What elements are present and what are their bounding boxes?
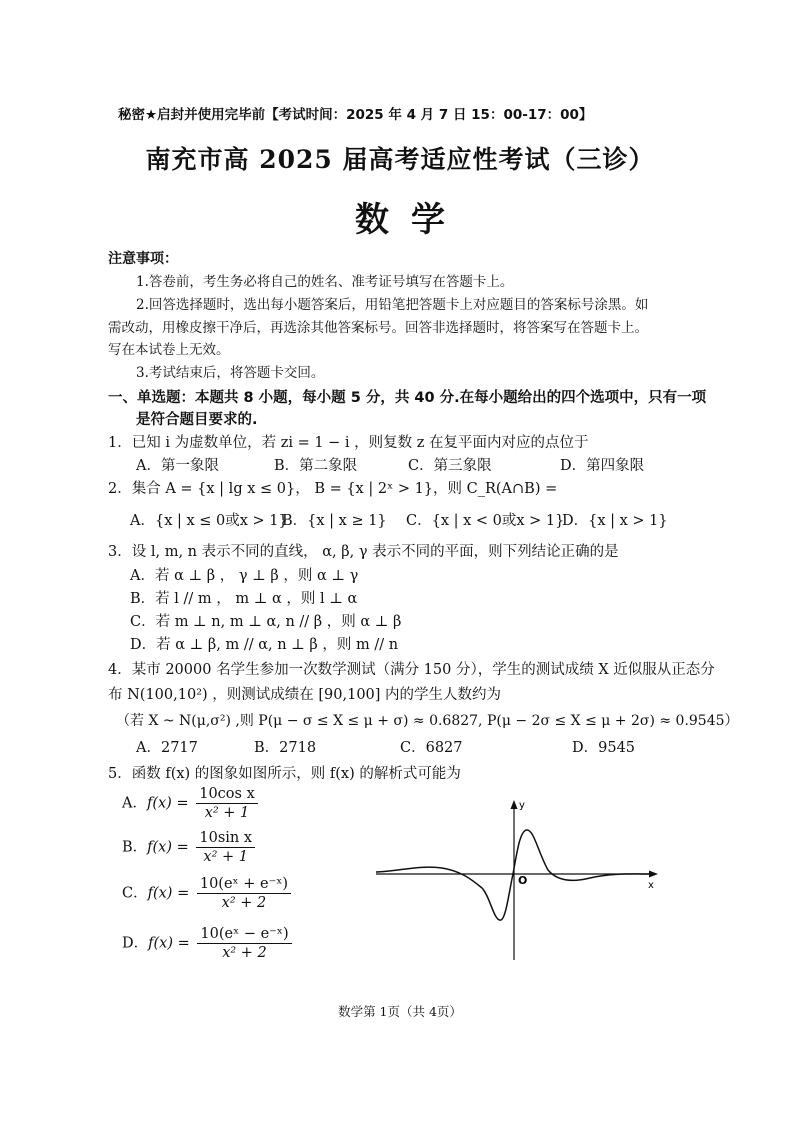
secret-notice: 秘密★启封并使用完毕前【考试时间：2025 年 4 月 7 日 15：00-17：00】 (118, 107, 593, 123)
q2-stem: 2．集合 A = {x | lg x ≤ 0}， B = {x | 2ˣ > 1}，则 C_R(A∩B) = (108, 481, 558, 497)
q3-stem: 3．设 l, m, n 表示不同的直线， α, β, γ 表示不同的平面，则下列结论正确的是 (108, 544, 619, 560)
q5-option-a: A．f(x) = $\frac{\text{10cos x}}{\text{x² + 1}}$ (122, 786, 258, 821)
q5-option-d: D．f(x) = $\frac{\text{10(eˣ − e⁻ˣ)}}{\text{x² + 2}}$ (122, 926, 292, 961)
numerator: 10cos x (196, 786, 258, 804)
numerator: 10sin x (196, 830, 255, 848)
q1-option-c: C．第三象限 (408, 458, 492, 474)
note-item: 1.答卷前，考生务必将自己的姓名、准考证号填写在答题卡上。 (136, 274, 514, 290)
y-axis-label: y (519, 800, 525, 811)
denominator: x² + 1 (203, 849, 249, 865)
q1-stem: 1．已知 i 为虚数单位，若 zi = 1 − i ，则复数 z 在复平面内对应的点位于 (108, 435, 589, 451)
origin-label: O (518, 874, 528, 887)
denominator: x² + 2 (222, 945, 267, 961)
denominator: x² + 2 (221, 895, 267, 911)
q3-option-d: D．若 α ⊥ β, m // α, n ⊥ β ，则 m // n (130, 637, 399, 653)
q5-stem: 5．函数 f(x) 的图象如图所示，则 f(x) 的解析式可能为 (108, 766, 461, 782)
q1-option-d: D．第四象限 (560, 458, 645, 474)
q1-option-a: A．第一象限 (136, 458, 219, 474)
q4-option-d: D．9545 (572, 740, 636, 756)
subject-title: 数学 (355, 200, 467, 240)
function-graph (370, 792, 670, 967)
q5-option-b: B．f(x) = $\frac{\text{10sin x}}{\text{x² + 1}}$ (122, 830, 255, 865)
q2-option-a: A．{x | x ≤ 0或x > 1} (130, 513, 288, 529)
q4-stem-line2: 布 N(100,10²) ，则测试成绩在 [90,100] 内的学生人数约为 (108, 687, 502, 703)
q2-option-c: C．{x | x < 0或x > 1} (406, 513, 565, 529)
x-axis-label: x (648, 880, 654, 891)
note-item: 2.回答选择题时，选出每小题答案后，用铅笔把答题卡上对应题目的答案标号涂黑。如 (136, 297, 649, 313)
y-axis-arrow (511, 800, 518, 809)
section-heading: 一、单选题：本题共 8 小题，每小题 5 分，共 40 分.在每小题给出的四个选项中，只有一项 (108, 390, 707, 406)
note-item: 3.考试结束后，将答题卡交回。 (136, 365, 325, 381)
numerator: 10(eˣ − e⁻ˣ) (197, 926, 291, 944)
q4-stem-line1: 4．某市 20000 名学生参加一次数学测试（满分 150 分），学生的测试成绩 X 近似服从正态分 (108, 662, 715, 678)
q4-option-c: C．6827 (400, 740, 463, 756)
q3-option-a: A．若 α ⊥ β ， γ ⊥ β ，则 α ⊥ γ (130, 568, 359, 584)
note-item: 需改动，用橡皮擦干净后，再选涂其他答案标号。回答非选择题时，将答案写在答题卡上。 (108, 320, 648, 336)
q2-option-b: B．{x | x ≥ 1} (282, 513, 387, 529)
q5-option-c: C．f(x) = $\frac{\text{10(eˣ + e⁻ˣ)}}{\text{x² + 2}}$ (122, 876, 291, 911)
q3-option-c: C．若 m ⊥ n, m ⊥ α, n // β ，则 α ⊥ β (130, 614, 402, 630)
q2-option-d: D．{x | x > 1} (562, 513, 668, 529)
section-heading-cont: 是符合题目要求的. (136, 412, 258, 428)
page-footer: 数学第 1页（共 4页） (338, 1004, 462, 1019)
q4-option-b: B．2718 (254, 740, 317, 756)
q1-option-b: B．第二象限 (274, 458, 358, 474)
q3-option-b: B．若 l // m ， m ⊥ α ，则 l ⊥ α (130, 591, 358, 607)
q4-hint: （若 X ~ N(μ,σ²) ,则 P(μ − σ ≤ X ≤ μ + σ) ≈ 0.6827, P(μ − 2σ ≤ X ≤ μ + 2σ) ≈ 0.9545） (116, 713, 739, 729)
exam-title: 南充市高 2025 届高考适应性考试（三诊） (145, 145, 655, 174)
note-item: 写在本试卷上无效。 (108, 342, 230, 358)
notes-heading: 注意事项： (108, 251, 178, 267)
denominator: x² + 1 (204, 805, 250, 821)
numerator: 10(eˣ + e⁻ˣ) (197, 876, 291, 894)
q4-option-a: A．2717 (136, 740, 198, 756)
